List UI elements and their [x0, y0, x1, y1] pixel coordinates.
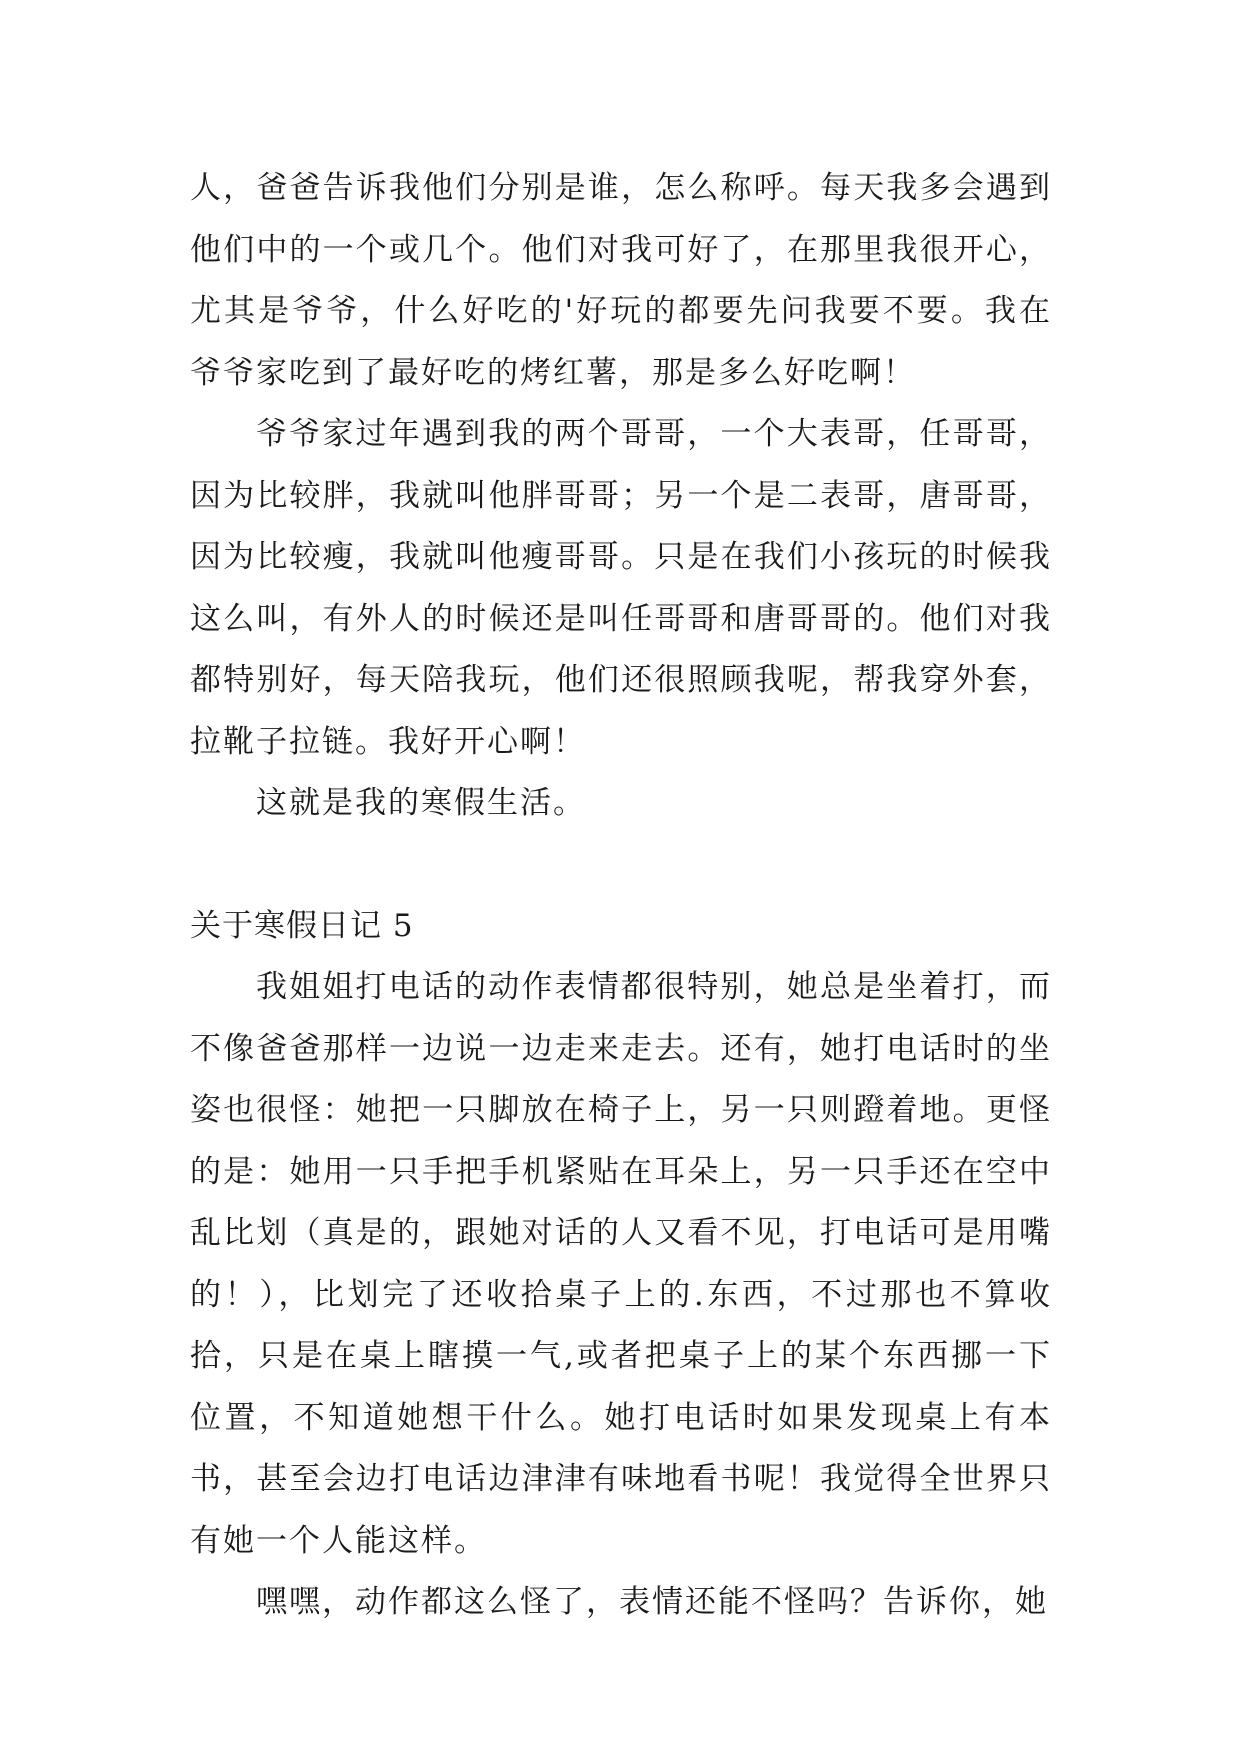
document-body — [190, 158, 1052, 1634]
paragraph-continuation: 人，爸爸告诉我他们分别是谁，怎么称呼。每天我多会遇到他们中的一个或几个。他们对我可好了，在那里我很开心，尤其是爷爷，什么好吃的'好玩的都要先问我要不要。我在爷爷家吃到了最好吃的烤红薯，那是多么好吃啊！ — [190, 170, 1052, 391]
paragraph-cousins: 爷爷家过年遇到我的两个哥哥，一个大表哥，任哥哥，因为比较胖，我就叫他胖哥哥；另一个是二表哥，唐哥哥，因为比较瘦，我就叫他瘦哥哥。只是在我们小孩玩的时候我这么叫，有外人的时候还是叫任哥哥和唐哥哥的。他们对我都特别好，每天陪我玩，他们还很照顾我呢，帮我穿外套，拉靴子拉链。我好开心啊！ — [190, 416, 1052, 760]
section-title: 关于寒假日记 5 — [190, 907, 414, 944]
paragraph-expression: 嘿嘿，动作都这么怪了，表情还能不怪吗？告诉你，她 — [256, 1584, 1048, 1620]
paragraph-sister-phone: 我姐姐打电话的动作表情都很特别，她总是坐着打，而不像爸爸那样一边说一边走来走去。还有，她打电话时的坐姿也很怪：她把一只脚放在椅子上，另一只则蹬着地。更怪的是：她用一只手把手机紧贴在耳朵上，另一只手还在空中乱比划（真是的，跟她对话的人又看不见，打电话可是用嘴的！），比划完了还收拾桌子上的.东西，不过那也不算收拾，只是在桌上瞎摸一气,或者把桌子上的某个东西挪一下位置，不知道她想干什么。她打电话时如果发现桌上有本书，甚至会边打电话边津津有味地看书呢！我觉得全世界只有她一个人能这样。 — [190, 969, 1052, 1559]
paragraph-closing: 这就是我的寒假生活。 — [256, 785, 586, 821]
